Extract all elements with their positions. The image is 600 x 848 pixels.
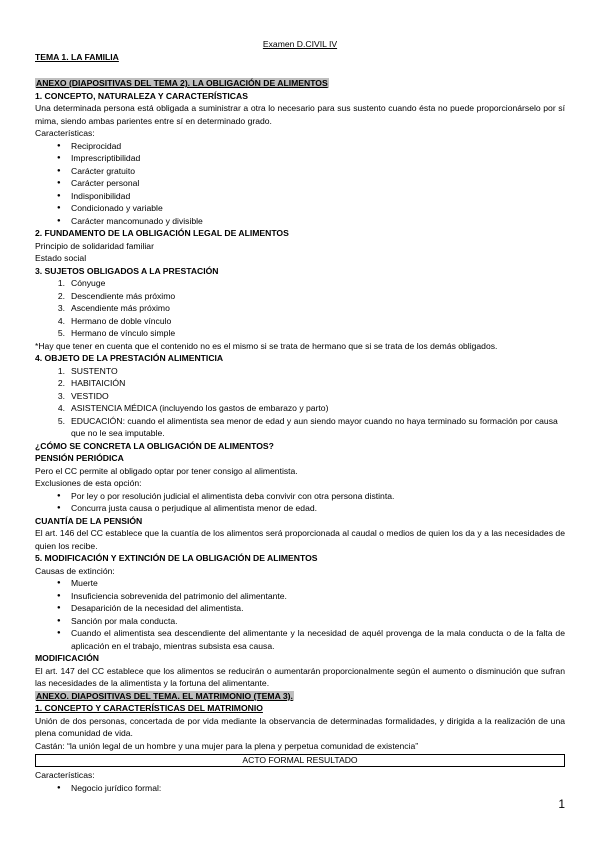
list-item: 3. VESTIDO bbox=[57, 390, 109, 401]
list-item: 5. EDUCACIÓN: cuando el alimentista sea menor de edad y aun siendo mayor cuando no haya terminado su formación por causa que no le sea imputable. bbox=[57, 415, 558, 438]
list-item: 3. Ascendiente más próximo bbox=[57, 303, 170, 313]
list-item: 4. ASISTENCIA MÉDICA (incluyendo los gastos de embarazo y parto) bbox=[57, 403, 329, 413]
annex-heading-2: ANEXO. DIAPOSITIVAS DEL TEMA. EL MATRIMONIO (TEMA 3). bbox=[36, 690, 293, 701]
exam-title: Examen D.CIVIL IV bbox=[262, 39, 338, 49]
amount-heading: CUANTÍA DE LA PENSIÓN bbox=[35, 515, 143, 526]
amount-paragraph: El art. 146 del CC establece que la cuantía de los alimentos será proporcionada al caudal o medios de quien los da y a las necesidades de quien los recibe. bbox=[35, 528, 565, 551]
list-item: ● Muerte bbox=[57, 577, 565, 590]
list-item: ● Insuficiencia sobrevenida del patrimonio del alimentante. bbox=[57, 590, 565, 603]
characteristics-list bbox=[35, 140, 565, 228]
section-heading-1: 1. CONCEPTO, NATURALEZA Y CARACTERÍSTICAS bbox=[35, 90, 248, 101]
list-item: ● Condicionado y variable bbox=[57, 202, 565, 215]
list-item: ● Desaparición de la necesidad del alimentista. bbox=[57, 602, 565, 615]
section-heading-4: 4. OBJETO DE LA PRESTACIÓN ALIMENTICIA bbox=[35, 353, 224, 363]
note-paragraph: *Hay que tener en cuenta que el contenido no es el mismo si se trata de hermano que si se trata de los demás obligados. bbox=[35, 340, 498, 351]
question-heading: ¿CÓMO SE CONCRETA LA OBLIGACIÓN DE ALIMENTOS? bbox=[35, 440, 274, 451]
list-item: 1. SUSTENTO bbox=[57, 365, 118, 376]
paragraph-definition: Una determinada persona está obligada a suministrar a otra lo necesario para sus sustento cuando ésta no puede proporcionárselo por sí mima, siendo ambas parientes entre sí en determinado grado. bbox=[35, 103, 565, 126]
extinction-label: Causas de extinción: bbox=[35, 565, 115, 576]
list-item: 4. Hermano de doble vínculo bbox=[57, 315, 172, 326]
list-item: ● Indisponibilidad bbox=[57, 190, 565, 203]
list-item: ● Carácter gratuito bbox=[57, 165, 565, 178]
marriage-characteristics-label: Características: bbox=[35, 770, 95, 780]
marriage-paragraph: Unión de dos personas, concertada de por vida mediante la observancia de determinadas formalidades, y dirigida a la realización de una plena comunidad de vida. bbox=[35, 715, 565, 738]
table-header-cell: ACTO FORMAL RESULTADO bbox=[35, 754, 565, 767]
topic-heading: TEMA 1. LA FAMILIA bbox=[35, 51, 119, 62]
list-item: 1. Cónyuge bbox=[57, 278, 106, 288]
list-item: ● Negocio jurídico formal: bbox=[57, 782, 565, 795]
list-item: ● Cuando el alimentista sea descendiente del alimentante y la necesidad de aquél provenga de la mala conducta o de la falta de aplicación en el trabajo, mientras subsista esa causa. bbox=[57, 627, 565, 652]
list-item: ● Por ley o por resolución judicial el alimentista deba convivir con otra persona distinta. bbox=[57, 490, 565, 503]
list-item: 5. Hermano de vínculo simple bbox=[57, 328, 176, 338]
list-item: ● Concurra justa causa o perjudique al alimentista menor de edad. bbox=[57, 502, 565, 515]
characteristics-label: Características: bbox=[35, 128, 95, 138]
fundamento-line-1: Principio de solidaridad familiar bbox=[35, 240, 154, 251]
fundamento-line-2: Estado social bbox=[35, 253, 87, 263]
object-list bbox=[35, 365, 565, 440]
section-heading-3: 3. SUJETOS OBLIGADOS A LA PRESTACIÓN bbox=[35, 265, 219, 276]
document-page bbox=[35, 38, 565, 794]
obligated-subjects-list bbox=[35, 277, 565, 340]
modification-paragraph: El art. 147 del CC establece que los alimentos se reducirán o aumentarán proporcionalmente según el aumento o disminución que sufran las necesidades de la alimentista y la fortuna del alimentante. bbox=[35, 665, 565, 688]
pension-paragraph: Pero el CC permite al obligado optar por tener consigo al alimentista. bbox=[35, 465, 298, 476]
page-number: 1 bbox=[558, 797, 565, 811]
list-item: 2. Descendiente más próximo bbox=[57, 290, 176, 301]
exclusions-label: Exclusiones de esta opción: bbox=[35, 478, 142, 488]
list-item: ● Carácter personal bbox=[57, 177, 565, 190]
marriage-characteristics-list bbox=[35, 782, 565, 795]
list-item: 2. HABITAICIÓN bbox=[57, 378, 126, 388]
marriage-heading: 1. CONCEPTO Y CARACTERÍSTICAS DEL MATRIMONIO bbox=[35, 703, 263, 713]
list-item: ● Carácter mancomunado y divisible bbox=[57, 215, 565, 228]
extinction-list bbox=[35, 577, 565, 652]
list-item: ● Sanción por mala conducta. bbox=[57, 615, 565, 628]
annex-heading-1: ANEXO (DIAPOSITIVAS DEL TEMA 2). LA OBLIGACIÓN DE ALIMENTOS bbox=[36, 78, 328, 88]
section-heading-2: 2. FUNDAMENTO DE LA OBLIGACIÓN LEGAL DE ALIMENTOS bbox=[35, 228, 289, 238]
pension-heading: PENSIÓN PERIÓDICA bbox=[35, 453, 124, 463]
list-item: ● Imprescriptibilidad bbox=[57, 152, 565, 165]
modification-heading: MODIFICACIÓN bbox=[35, 653, 99, 663]
castan-quote: Castán: “la unión legal de un hombre y una mujer para la plena y perpetua comunidad de existencia” bbox=[35, 740, 419, 751]
exclusions-list bbox=[35, 490, 565, 515]
section-heading-5: 5. MODIFICACIÓN Y EXTINCIÓN DE LA OBLIGACIÓN DE ALIMENTOS bbox=[35, 553, 318, 563]
list-item: ● Reciprocidad bbox=[57, 140, 565, 153]
